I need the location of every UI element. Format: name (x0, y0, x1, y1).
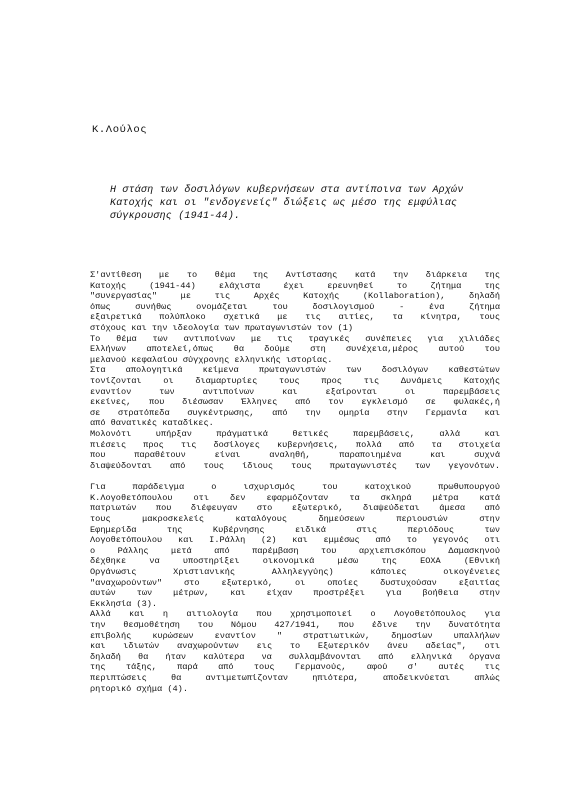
text-line: μελανού κεφαλαίου σύγχρονης ελληνικής ιστορίας. (90, 354, 333, 365)
text-line: Μολονότι υπήρξαν πράγματικά θετικές παρεμβάσεις, αλλά και (90, 428, 500, 439)
text-line: την θεσμοθέτηση του Νόμου 427/1941, που έδινε την δυνατότητα (90, 620, 500, 630)
title-line: Κατοχής και οι "ενδογενείς" διώξεις ως μέσο της εμφύλιας (110, 198, 458, 209)
text-line: ρητορικό σχήμα (4). (90, 683, 188, 694)
title-line: σύγκρουσης (1941-44). (110, 211, 241, 222)
text-line: και ιδιωτών αναχωρούντων εις το Εξωτερικόν άνευ αδείας", οτι (90, 641, 500, 652)
text-line: από θανατικές καταδίκες. (90, 418, 214, 429)
text-line: δέχθηκε να υποστηρίξει οικονομικά μέσω της ΕΟΧΑ (Εθνική (90, 556, 500, 567)
document-body (90, 270, 500, 694)
paragraph-1 (90, 270, 500, 471)
text-line: περιπτώσεις θα αντιμετωπίζονταν ηπιότερα, αποδεικνύεται απλώς (90, 672, 500, 683)
text-line: εναντίον των αντιποίνων και εξαίρονται οι παρεμβάσεις (90, 386, 500, 397)
text-line: δηλαδή θα ήταν καλύτερα να συλλαμβάνονται από ελληνικά όργανα (90, 651, 500, 662)
text-line: πατριωτών που διέφευγαν στο εξωτερικό, διαψεύδεται άμεσα από (90, 503, 500, 514)
text-line: "αναχωρούντων" στο εξωτερικό, οι οποίες δυστυχούσαν εξαιτίας (90, 577, 500, 588)
paragraph-2 (90, 482, 500, 694)
text-line: Κ.Λογοθετόπουλου οτι δεν εφαρμόζονταν τα σκληρά μέτρα κατά (90, 492, 500, 503)
text-line: της τάξης, παρά από τους Γερμανούς, αφού σ' αυτές τις (90, 662, 500, 673)
text-line: Κατοχής (1941-44) ελάχιστα έχει ερευνηθεί το ζήτημα της (90, 280, 500, 291)
text-line: Οργάνωσις Χριστιανικής Αλληλεγγύης) κάποιες οικογένειες (90, 567, 500, 578)
text-line: αυτών των μέτρων, και είχαν προστρέξει για βοήθεια στην (90, 588, 500, 599)
text-line: διαψεύδονται από τους ίδιους τους πρωταγωνιστές των γεγονότων. (90, 460, 500, 471)
text-line: στόχους και την ιδεολογία των πρωταγωνιστών τον (1) (90, 322, 354, 333)
text-line: Λογοθετόπουλου και Ι.Ράλλη (2) και εμμέσως από το γεγονός οτι (90, 535, 500, 546)
text-line: εξαιρετικά πολύπλοκο σχετικά με τις αιτίες, τα κίνητρα, τους (90, 312, 500, 323)
author-name: Κ.Λούλος (92, 124, 148, 136)
text-line: ο Ράλλης μετά από παρέμβαση του αρχιεπισκόπου Δαμασκηνού (90, 545, 500, 556)
text-line: Σ'αντίθεση με το θέμα της Αντίστασης κατά την διάρκεια της (90, 270, 500, 280)
text-line: τονίζονται οι διαμαρτυρίες τους προς τις Δυνάμεις Κατοχής (90, 375, 500, 386)
text-line: τους μακροσκελείς καταλόγους δημεύσεων περιουσιών στην (90, 514, 500, 525)
text-line: επιβολής κυρώσεων εναντίον " στρατιωτικών, δημοσίων υπαλλήλων (90, 630, 500, 641)
text-line: που παραθέτουν είναι αναληθή, παραποιημένα και συχνά (90, 450, 500, 461)
title-line: Η στάση των δοσιλόγων κυβερνήσεων στα αντίποινα των Αρχών (110, 185, 464, 196)
text-line: σε στρατόπεδα συγκέντρωσης, από την ομηρία στην Γερμανία και (90, 407, 500, 418)
text-line: Στα απολογητικά κείμενα πρωταγωνιστών των δοσιλόγων καθεστώτων (90, 365, 500, 376)
document-title (110, 184, 464, 223)
text-line: Το θέμα των αντιποίνων με τις τραγικές συνέπειες για χιλιάδες (90, 333, 500, 344)
text-line: Αλλά και η αιτιολογία που χρησιμοποιεί ο Λογοθετόπουλος για (90, 609, 500, 620)
text-line: "συνεργασίας" με τις Αρχές Κατοχής (Kollaboration), δηλαδή (90, 291, 500, 302)
text-line: Ελλήνων αποτελεί,όπως θα δούμε στη συνέχεια,μέρος αυτού του (90, 344, 500, 355)
text-line: εκείνες, που διέσωσαν Έλληνες από τον εγκλεισμό σε φυλακές,ή (90, 397, 500, 408)
text-line: πιέσεις προς τις δοσίλογες κυβερνήσεις, πολλά από τα στοιχεία (90, 439, 500, 450)
text-line: Εκκλησία (3). (90, 598, 158, 609)
text-line: Εφημερίδα της Κυβέρνησης ειδικά στις περιόδους των (90, 524, 500, 535)
paragraph-gap (90, 471, 500, 482)
text-line: Για παράδειγμα ο ισχυρισμός του κατοχικού πρωθυπουργού (90, 482, 500, 493)
text-line: όπως συνήθως ονομάζεται του δοσιλογισμού - ένα ζήτημα (90, 301, 500, 312)
